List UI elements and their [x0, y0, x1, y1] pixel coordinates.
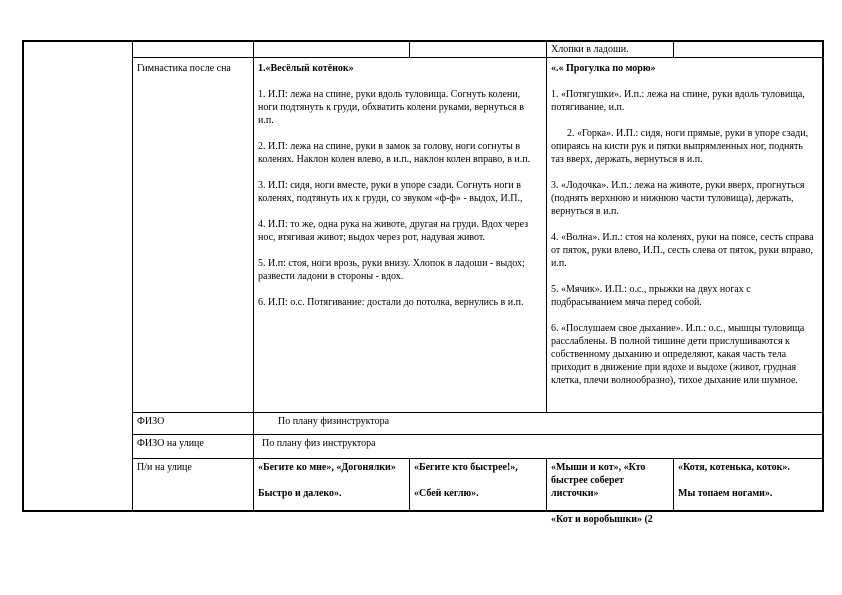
game-name: «Бегите ко мне», «Догонялки» — [258, 462, 396, 473]
games-cell-3 — [547, 459, 674, 525]
fizo-plan-cell — [254, 413, 822, 435]
fizo-plan-text: По плану физинструктора — [278, 416, 390, 427]
gym-kitten-item: 4. И.П: то же, одна рука на животе, другая на груди. Вдох через нос, втягивая живот; выдох через рот, надувая живот. — [258, 219, 529, 243]
games-cell-2 — [410, 459, 547, 510]
top-row-cell-3 — [410, 42, 547, 58]
game-name: Быстро и далеко». — [258, 488, 342, 499]
row-label-gymnastics — [133, 58, 254, 413]
schedule-table — [22, 40, 824, 525]
gym-kitten-item: 2. И.П: лежа на спине, руки в замок за голову, ноги согнуты в коленях. Наклон колен влево, в и.п., наклон колен вправо, в и.п. — [258, 141, 531, 165]
left-margin-cell — [24, 42, 133, 510]
game-name: «Котя, котенька, коток». — [678, 462, 790, 473]
gym-kitten-item: 3. И.П: сидя, ноги вместе, руки в упоре сзади. Согнуть ноги в коленях, подтянуть их к груди, со звуком «ф-ф» - выдох, И.П., — [258, 180, 523, 204]
row-label-fizo-street — [133, 435, 254, 459]
game-name: Мы топаем ногами». — [678, 488, 773, 499]
top-row-cell-5 — [674, 42, 822, 58]
games-label-text: П/и на улице — [137, 462, 192, 473]
gym-kitten-item: 1. И.П: лежа на спине, руки вдоль туловища. Согнуть колени, ноги подтянуть к груди, обхватить колени руками, вернуться в и.п. — [258, 89, 525, 126]
fizo-label-text: ФИЗО — [137, 416, 165, 427]
gym-complex-kitten — [254, 58, 547, 413]
gym-sea-title: «.« Прогулка по морю» — [551, 63, 656, 74]
game-name: «Бегите кто быстрее!», — [414, 462, 518, 473]
games-cell-1 — [254, 459, 410, 510]
gym-kitten-title: 1.«Весёлый котёнок» — [258, 63, 354, 74]
row-label-games — [133, 459, 254, 510]
gymnastics-label-text: Гимнастика после сна — [137, 63, 231, 74]
game-name: «Мыши и кот», «Кто быстрее соберет листочки» — [551, 462, 646, 499]
gym-sea-item: 3. «Лодочка». И.п.: лежа на животе, руки вверх, прогнуться (поднять верхнюю и нижнюю части туловища), держать, вернуться в и.п. — [551, 180, 805, 217]
top-row-claps-cell — [547, 42, 674, 58]
game-name: «Сбей кеглю». — [414, 488, 479, 499]
gym-sea-item: 1. «Потягушки». И.п.: лежа на спине, руки вдоль туловища, потягивание, и.п. — [551, 89, 805, 113]
gym-kitten-item: 6. И.П: о.с. Потягивание: достали до потолка, вернулись в и.п. — [258, 297, 524, 308]
fizo-street-plan-cell — [254, 435, 822, 459]
fizo-street-label-text: ФИЗО на улице — [137, 438, 204, 449]
gym-sea-item: 5. «Мячик». И.П.: о.с., прыжки на двух ногах с подбрасыванием мяча перед собой. — [551, 284, 751, 308]
game-name: «Кот и воробышки» (2 — [551, 514, 653, 525]
row-label-fizo — [133, 413, 254, 435]
games-cell-4 — [674, 459, 822, 510]
gym-sea-item: 6. «Послушаем свое дыхание». И.п.: о.с., мышцы туловища расслаблены. В полной тишине дети прислушиваются к собственному дыханию и определяют, какая часть тела приходит в движение при вдохе и выдохе (живот, грудная клетка, плечи волнообразно), тихое дыхание или шумное. — [551, 323, 805, 386]
gym-kitten-item: 5. И.п: стоя, ноги врозь, руки внизу. Хлопок в ладоши - выдох; развести ладони в стороны - вдох. — [258, 258, 525, 282]
top-row-cell-2 — [254, 42, 410, 58]
gym-complex-sea-walk — [547, 58, 822, 413]
claps-text: Хлопки в ладоши. — [551, 44, 629, 55]
fizo-street-plan-text: По плану физ инструктора — [262, 438, 376, 449]
top-row-cell-1 — [133, 42, 254, 58]
gym-sea-item: 2. «Горка». И.П.: сидя, ноги прямые, руки в упоре сзади, опираясь на кисти рук и пятки выпрямленных ног, поднять таз вверх, держать, вернуться в и.п. — [551, 128, 809, 165]
gym-sea-item: 4. «Волна». И.п.: стоя на коленях, руки на поясе, сесть справа от пяток, руки влево, И.П., сесть слева от пяток, руки вправо, и.п. — [551, 232, 814, 269]
